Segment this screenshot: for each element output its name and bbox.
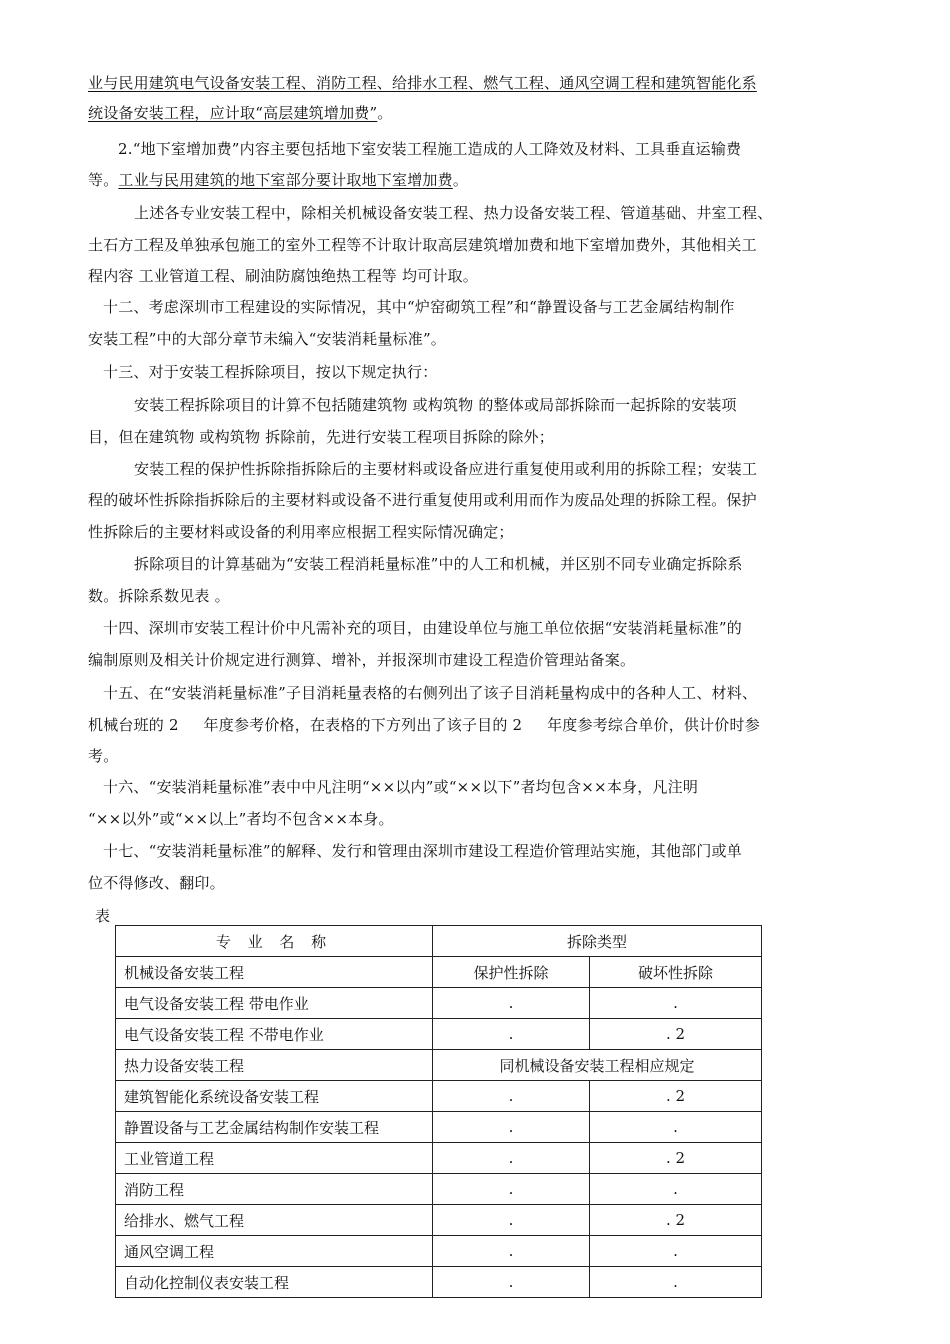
row-name: 静置设备与工艺金属结构制作安装工程 (116, 1112, 433, 1143)
table-row (116, 1112, 762, 1143)
row-destroy-value: . 2 (590, 1019, 762, 1050)
para-12-line-2: 位不得修改、翻印。 (88, 874, 225, 892)
row-protect-value: . (433, 1205, 590, 1236)
row-protect-value: . (433, 1081, 590, 1112)
table-row (116, 1019, 762, 1050)
row-protect-value: . (433, 1143, 590, 1174)
para-10-line-2: 机械台班的 2 年度参考价格，在表格的下方列出了该子目的 2 年度参考综合单价，供计价时参 (88, 716, 760, 734)
row-name: 建筑智能化系统设备安装工程 (116, 1081, 433, 1112)
para-1-line-2 (88, 103, 393, 123)
row-name: 通风空调工程 (116, 1236, 433, 1267)
para-7-line-1: 安装工程的保护性拆除指拆除后的主要材料或设备应进行重复使用或利用的拆除工程；安装工 (134, 460, 758, 478)
table-row (116, 1143, 762, 1174)
header-name-cell (116, 926, 433, 957)
header-type-cell: 拆除类型 (433, 926, 762, 957)
para-11-line-1: 十六、“安装消耗量标准”表中中凡注明“××以内”或“××以下”者均包含××本身，凡注明 (103, 778, 699, 796)
subheader-destroy: 破坏性拆除 (590, 957, 762, 988)
row-merged-value: 同机械设备安装工程相应规定 (433, 1050, 762, 1081)
row-destroy-value: . (590, 1236, 762, 1267)
row-destroy-value: . (590, 1267, 762, 1298)
row-name: 热力设备安装工程 (116, 1050, 433, 1081)
para-4-line-2: 安装工程”中的大部分章节未编入“安装消耗量标准”。 (88, 330, 447, 348)
row-protect-value: . (433, 1267, 590, 1298)
row-destroy-value: . (590, 988, 762, 1019)
table-row (116, 1174, 762, 1205)
row-destroy-value: . 2 (590, 1143, 762, 1174)
row-protect-value: . (433, 1236, 590, 1267)
row-name: 电气设备安装工程 不带电作业 (116, 1019, 433, 1050)
row-protect-value: . (433, 1112, 590, 1143)
table-label: 表 (95, 907, 111, 925)
table-row (116, 1236, 762, 1267)
subheader-protect: 保护性拆除 (433, 957, 590, 988)
underlined-text: 工业与民用建筑的地下室部分要计取地下室增加费 (118, 171, 453, 189)
underlined-text: 统设备安装工程，应计取“高层建筑增加费” (88, 104, 378, 122)
para-7-line-3: 性拆除后的主要材料或设备的利用率应根据工程实际情况确定； (88, 523, 514, 541)
text: 。 (452, 171, 469, 189)
row-name: 给排水、燃气工程 (116, 1205, 433, 1236)
row-name: 电气设备安装工程 带电作业 (116, 988, 433, 1019)
para-6-line-1: 安装工程拆除项目的计算不包括随建筑物 或构筑物 的整体或局部拆除而一起拆除的安装项 (134, 396, 737, 414)
row-name: 机械设备安装工程 (116, 957, 433, 988)
row-destroy-value: . (590, 1174, 762, 1205)
para-9-line-1: 十四、深圳市安装工程计价中凡需补充的项目，由建设单位与施工单位依据“安装消耗量标准”的 (103, 619, 742, 637)
table-row (116, 1050, 762, 1081)
para-10-line-1: 十五、在“安装消耗量标准”子目消耗量表格的右侧列出了该子目消耗量构成中的各种人工、材料、 (103, 684, 758, 702)
header-name: 专 业 名 称 (215, 932, 333, 951)
row-name: 消防工程 (116, 1174, 433, 1205)
para-8-line-2: 数。拆除系数见表 。 (88, 587, 230, 605)
table-header-row (116, 926, 762, 957)
row-protect-value: . (433, 1019, 590, 1050)
table-row (116, 957, 762, 988)
para-2-line-1: 2.“地下室增加费”内容主要包括地下室安装工程施工造成的人工降效及材料、工具垂直运输费 (118, 140, 742, 158)
para-10-line-3: 考。 (88, 747, 119, 765)
row-destroy-value: . 2 (590, 1081, 762, 1112)
row-protect-value: . (433, 988, 590, 1019)
underlined-text: 业与民用建筑电气设备安装工程、消防工程、给排水工程、燃气工程、通风空调工程和建筑智能化系 (88, 74, 757, 92)
row-destroy-value: . (590, 1112, 762, 1143)
para-6-line-2: 目，但在建筑物 或构筑物 拆除前，先进行安装工程项目拆除的除外； (88, 428, 554, 446)
para-8-line-1: 拆除项目的计算基础为“安装工程消耗量标准”中的人工和机械，并区别不同专业确定拆除系 (134, 555, 743, 573)
table-row (116, 1267, 762, 1298)
table-row (116, 988, 762, 1019)
para-11-line-2: “××以外”或“××以上”者均不包含××本身。 (88, 810, 394, 828)
para-3-line-2: 土石方工程及单独承包施工的室外工程等不计取计取高层建筑增加费和地下室增加费外，其他相关工 (88, 236, 757, 254)
text: 等。 (88, 171, 119, 189)
table-row (116, 1205, 762, 1236)
row-name: 自动化控制仪表安装工程 (116, 1267, 433, 1298)
row-destroy-value: . 2 (590, 1205, 762, 1236)
removal-coefficient-table (115, 925, 762, 1298)
para-1-line-1 (88, 73, 757, 93)
para-12-line-1: 十七、“安装消耗量标准”的解释、发行和管理由深圳市建设工程造价管理站实施，其他部门或单 (103, 842, 742, 860)
row-protect-value: . (433, 1174, 590, 1205)
para-4-line-1: 十二、考虑深圳市工程建设的实际情况，其中“炉窑砌筑工程”和“静置设备与工艺金属结构制作 (103, 298, 735, 316)
table-row (116, 1081, 762, 1112)
row-name: 工业管道工程 (116, 1143, 433, 1174)
para-3-line-1: 上述各专业安装工程中，除相关机械设备安装工程、热力设备安装工程、管道基础、井室工程、 (134, 204, 773, 222)
para-9-line-2: 编制原则及相关计价规定进行测算、增补，并报深圳市建设工程造价管理站备案。 (88, 651, 636, 669)
para-7-line-2: 程的破坏性拆除指拆除后的主要材料或设备不进行重复使用或利用而作为废品处理的拆除工程。保护 (88, 491, 757, 509)
text: 。 (377, 104, 393, 122)
para-3-line-3: 程内容 工业管道工程、刷油防腐蚀绝热工程等 均可计取。 (88, 267, 478, 285)
para-2-line-2 (88, 170, 468, 190)
para-5-line-1: 十三、对于安装工程拆除项目，按以下规定执行： (103, 363, 438, 381)
